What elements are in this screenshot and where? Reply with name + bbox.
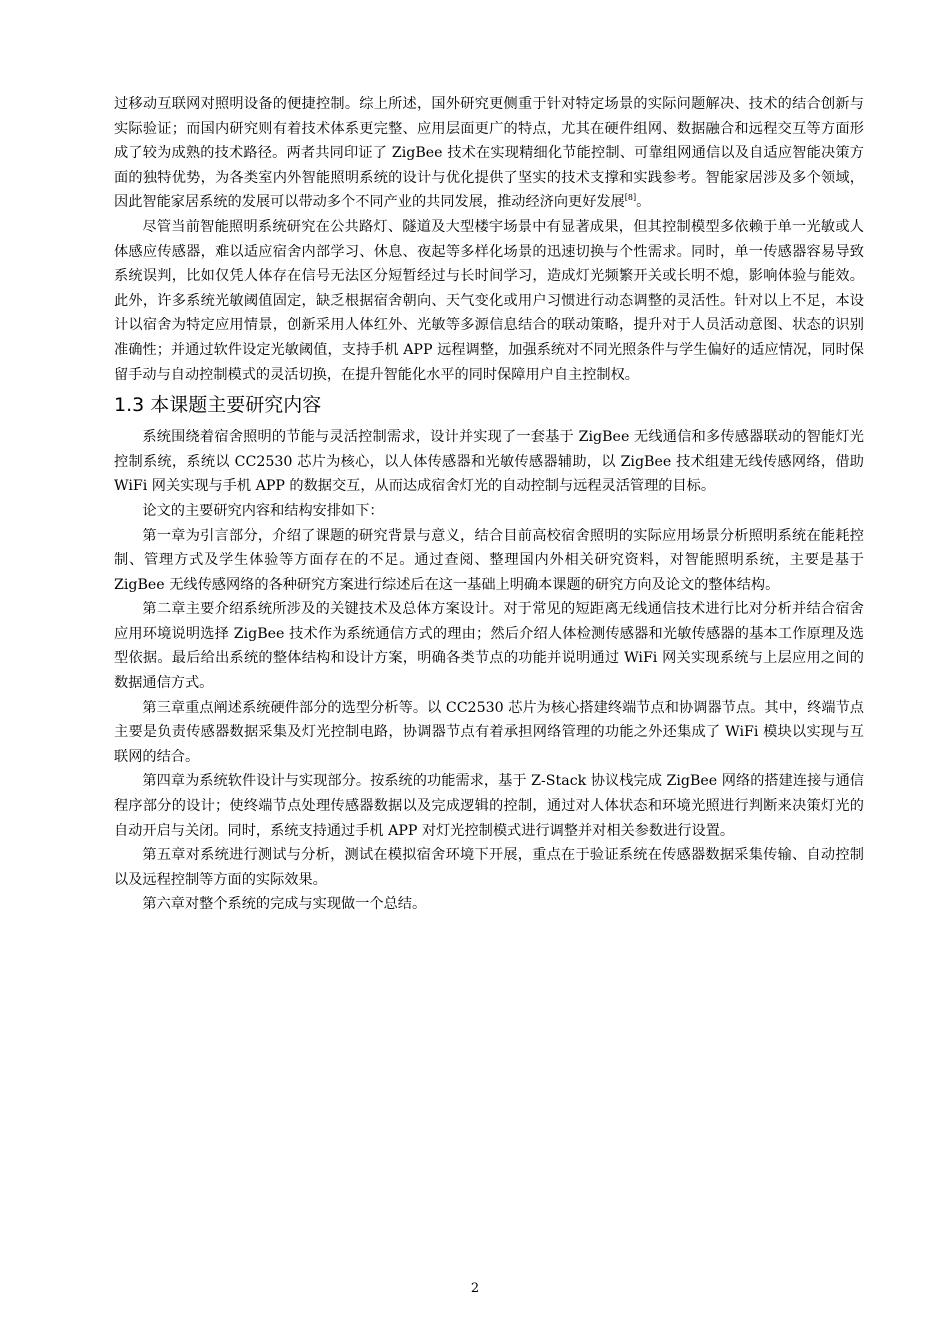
page-body: [114, 92, 864, 917]
page-number: 2: [470, 1281, 480, 1296]
paragraph: [114, 92, 864, 215]
paragraph: 尽管当前智能照明系统研究在公共路灯、隧道及大型楼宇场景中有显著成果，但其控制模型多依赖于单一光敏或人体感应传感器，难以适应宿舍内部学习、休息、夜起等多样化场景的迅速切换与个性需求。同时，单一传感器容易导致系统误判，比如仅凭人体存在信号无法区分短暂经过与长时间学习，造成灯光频繁开关或长明不熄，影响体验与能效。此外，许多系统光敏阈值固定，缺乏根据宿舍朝向、天气变化或用户习惯进行动态调整的灵活性。针对以上不足，本设计以宿舍为特定应用情景，创新采用人体红外、光敏等多源信息结合的联动策略，提升对于人员活动意图、状态的识别准确性；并通过软件设定光敏阈值，支持手机 APP 远程调整，加强系统对不同光照条件与学生偏好的适应情况，同时保留手动与自动控制模式的灵活切换，在提升智能化水平的同时保障用户自主控制权。: [114, 218, 864, 383]
paragraph: 论文的主要研究内容和结构安排如下：: [142, 502, 384, 519]
paragraph: 第四章为系统软件设计与实现部分。按系统的功能需求，基于 Z-Stack 协议栈完成 ZigBee 网络的搭建连接与通信程序部分的设计；使终端节点处理传感器数据以及完成逻辑的控制，通过对人体状态和环境光照进行判断来决策灯光的自动开启与关闭。同时，系统支持通过手机 APP 对灯光控制模式进行调整并对相关参数进行设置。: [114, 773, 864, 839]
paragraph: 系统围绕着宿舍照明的节能与灵活控制需求，设计并实现了一套基于 ZigBee 无线通信和多传感器联动的智能灯光控制系统，系统以 CC2530 芯片为核心，以人体传感器和光敏传感器辅助，以 ZigBee 技术组建无线传感网络，借助 WiFi 网关实现与手机 APP 的数据交互，从而达成宿舍灯光的自动控制与远程灵活管理的目标。: [114, 429, 864, 495]
paragraph-end: 。: [636, 194, 651, 211]
paragraph: 第一章为引言部分，介绍了课题的研究背景与意义，结合目前高校宿舍照明的实际应用场景分析照明系统在能耗控制、管理方式及学生体验等方面存在的不足。通过查阅、整理国内外相关研究资料，对智能照明系统，主要是基于 ZigBee 无线传感网络的各种研究方案进行综述后在这一基础上明确本课题的研究方向及论文的整体结构。: [114, 527, 864, 593]
paragraph: 第五章对系统进行测试与分析，测试在模拟宿舍环境下开展，重点在于验证系统在传感器数据采集传输、自动控制以及远程控制等方面的实际效果。: [114, 847, 864, 888]
paragraph: 第二章主要介绍系统所涉及的关键技术及总体方案设计。对于常见的短距离无线通信技术进行比对分析并结合宿舍应用环境说明选择 ZigBee 技术作为系统通信方式的理由；然后介绍人体检测传感器和光敏传感器的基本工作原理及选型依据。最后给出系统的整体结构和设计方案，明确各类节点的功能并说明通过 WiFi 网关实现系统与上层应用之间的数据通信方式。: [114, 601, 864, 692]
paragraph-text: 过移动互联网对照明设备的便捷控制。综上所述，国外研究更侧重于针对特定场景的实际问题解决、技术的结合创新与实际验证；而国内研究则有着技术体系更完整、应用层面更广的特点，尤其在硬件组网、数据融合和远程交互等方面形成了较为成熟的技术路径。两者共同印证了 ZigBee 技术在实现精细化节能控制、可靠组网通信以及自适应智能决策方面的独特优势，为各类室内外智能照明系统的设计与优化提供了坚实的技术支撑和实践参考。智能家居涉及多个领域，因此智能家居系统的发展可以带动多个不同产业的共同发展，推动经济向更好发展: [114, 96, 864, 211]
paragraph: 第六章对整个系统的完成与实现做一个总结。: [142, 896, 427, 913]
section-heading: 1.3 本课题主要研究内容: [114, 394, 322, 417]
citation-ref: [8]: [624, 193, 637, 203]
paragraph: 第三章重点阐述系统硬件部分的选型分析等。以 CC2530 芯片为核心搭建终端节点和协调器节点。其中，终端节点主要是负责传感器数据采集及灯光控制电路，协调器节点有着承担网络管理的功能之外还集成了 WiFi 模块以实现与互联网的结合。: [114, 699, 864, 765]
